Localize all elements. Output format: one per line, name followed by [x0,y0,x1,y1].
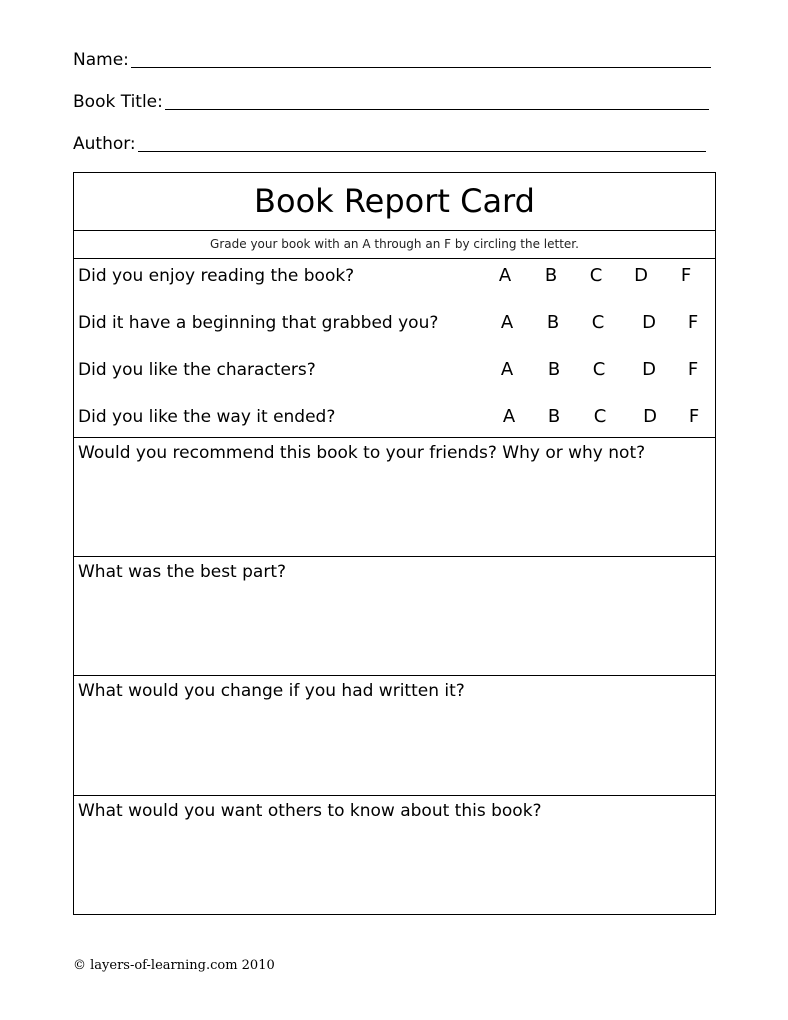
name-field[interactable] [73,50,711,70]
grade-question: Did you like the way it ended? [78,407,336,427]
copyright-footer: © layers-of-learning.com 2010 [73,958,275,973]
grade-question: Did it have a beginning that grabbed you? [78,313,439,333]
grade-option-a[interactable]: A [502,406,516,427]
grade-option-d[interactable]: D [643,406,657,427]
grade-option-c[interactable]: C [591,312,605,333]
grade-option-f[interactable]: F [688,406,700,427]
grade-option-f[interactable]: F [687,359,699,380]
name-label: Name: [73,50,129,70]
grade-question: Did you enjoy reading the book? [78,266,355,286]
author-label: Author: [73,134,136,154]
grade-option-a[interactable]: A [500,312,514,333]
grade-option-c[interactable]: C [589,265,603,286]
open-question-box[interactable] [74,557,715,676]
grade-option-b[interactable]: B [546,312,560,333]
grade-option-a[interactable]: A [500,359,514,380]
book-title-label: Book Title: [73,92,163,112]
grade-row [78,261,712,291]
open-question-box[interactable] [74,438,715,557]
grade-option-c[interactable]: C [593,406,607,427]
grade-option-f[interactable]: F [687,312,699,333]
grade-row [78,308,712,338]
grade-option-f[interactable]: F [680,265,692,286]
grade-option-a[interactable]: A [498,265,512,286]
grade-option-d[interactable]: D [642,359,656,380]
open-question-label: What would you want others to know about this book? [78,801,542,821]
author-blank-line[interactable] [138,151,706,152]
grade-option-b[interactable]: B [544,265,558,286]
book-title-field[interactable] [73,92,709,112]
open-question-label: Would you recommend this book to your friends? Why or why not? [78,443,646,463]
open-question-box[interactable] [74,676,715,796]
grade-option-d[interactable]: D [642,312,656,333]
open-question-box[interactable] [74,796,715,914]
name-blank-line[interactable] [131,67,711,68]
open-question-label: What would you change if you had written it? [78,681,465,701]
book-report-card [73,172,716,915]
grade-section [74,259,715,438]
author-field[interactable] [73,134,706,154]
grade-option-b[interactable]: B [547,406,561,427]
card-title: Book Report Card [74,173,715,231]
book-title-blank-line[interactable] [165,109,709,110]
grade-option-d[interactable]: D [634,265,648,286]
grade-option-b[interactable]: B [547,359,561,380]
grade-question: Did you like the characters? [78,360,316,380]
open-question-label: What was the best part? [78,562,287,582]
grade-row [78,355,712,385]
grade-option-c[interactable]: C [592,359,606,380]
grade-row [78,402,712,432]
grading-instructions: Grade your book with an A through an F by circling the letter. [74,231,715,259]
